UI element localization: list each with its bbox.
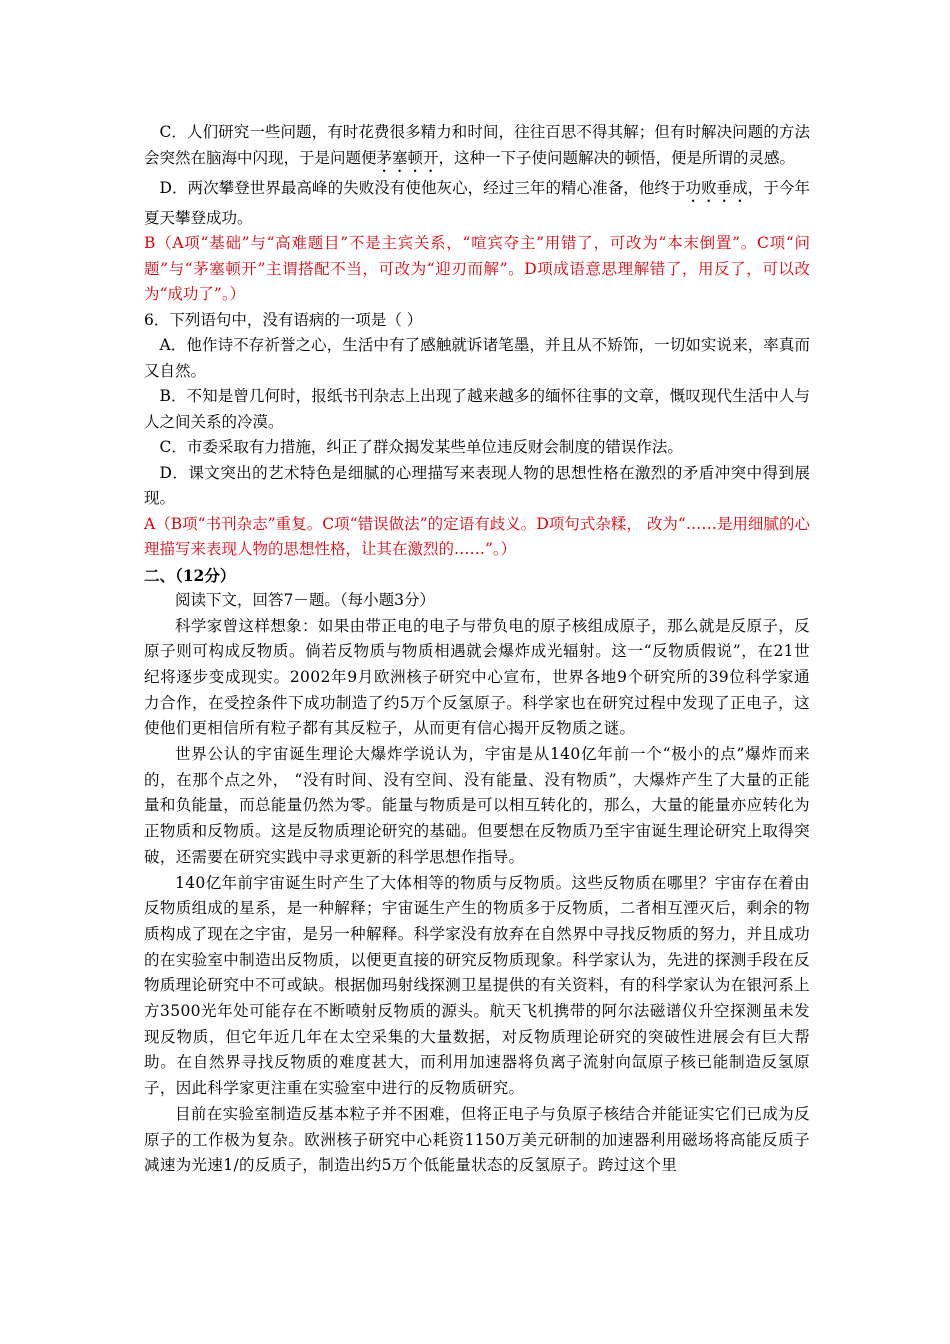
q6-option-b: B．不知是曾几何时，报纸书刊杂志上出现了越来越多的缅怀往事的文章，慨叹现代生活中人与人之间关系的冷漠。 xyxy=(144,387,810,431)
q6-option-d: D．课文突出的艺术特色是细腻的心理描写来表现人物的思想性格在激烈的矛盾冲突中得到展现。 xyxy=(144,463,810,507)
passage-paragraph-3: 140亿年前宇宙诞生时产生了大体相等的物质与反物质。这些反物质在哪里？宇宙存在着由反物质组成的星系，是一种解释；宇宙诞生产生的物质多于反物质，二者相互湮灭后，剩余的物质构成了现在之宇宙，是另一种解释。科学家没有放弃在自然界中寻找反物质的努力，并且成功的在实验室中制造出反物质，以便更直接的研究反物质现象。科学家认为，先进的探测手段在反物质理论研究中不可或缺。根据伽玛射线探测卫星提供的有关资料，有的科学家认为在银河系上方3500光年处可能存在不断喷射反物质的源头。航天飞机携带的阿尔法磁谱仪升空探测虽未发现反物质，但它年近几年在太空采集的大量数据，对反物质理论研究的突破性进展会有巨大帮助。在自然界寻找反物质的难度甚大，而利用加速器将负离子流射向氙原子核已能制造反氢原子，因此科学家更注重在实验室中进行的反物质研究。 xyxy=(144,873,810,1098)
section-heading: 二、（12分） xyxy=(144,565,236,585)
reading-instruction: 阅读下文，回答7－题。（每小题3分） xyxy=(175,591,435,609)
q5-option-d-text-1: D．两次攀登世界最高峰的失败没有使他灰心，经过三年的精心准备，他终于 xyxy=(159,178,686,197)
q5-answer: B（A项“基础”与“高难题目”不是主宾关系，“喧宾夺主”用错了，可改为“本末倒置”。C项“问题”与“茅塞顿开”主谓搭配不当，可改为“迎刃而解”。D项成语意思理解错了，用反了，可以改为“成功了”。） xyxy=(144,234,810,303)
q5-option-d-idiom: 功败垂成 xyxy=(685,178,748,197)
passage-paragraph-2: 世界公认的宇宙诞生理论大爆炸学说认为，宇宙是从140亿年前一个“极小的点”爆炸而来的，在那个点之外， “没有时间、没有空间、没有能量、没有物质”，大爆炸产生了大量的正能量和负能量，而总能量仍然为零。能量与物质是可以相互转化的，那么，大量的能量亦应转化为正物质和反物质。这是反物质理论研究的基础。但要想在反物质乃至宇宙诞生理论研究上取得突破，还需要在研究实践中寻求更新的科学思想作指导。 xyxy=(144,745,810,866)
q5-option-d-text-2: ，于今年夏天攀登成功。 xyxy=(144,178,810,227)
document-page xyxy=(144,120,810,1179)
passage-paragraph-1: 科学家曾这样想象：如果由带正电的电子与带负电的原子核组成原子，那么就是反原子，反原子则可构成反物质。倘若反物质与物质相遇就会爆炸成光辐射。这一“反物质假说”，在21世纪将逐步变成现实。2002年9月欧洲核子研究中心宣布，世界各地9个研究所的39位科学家通力合作，在受控条件下成功制造了约5万个反氢原子。科学家也在研究过程中发现了正电子，这使他们更相信所有粒子都有其反粒子，从而更有信心揭开反物质之谜。 xyxy=(144,616,810,738)
passage-paragraph-4: 目前在实验室制造反基本粒子并不困难，但将正电子与负原子核结合并能证实它们已成为反原子的工作极为复杂。欧洲核子研究中心耗资1150万美元研制的加速器利用磁场将高能反质子减速为光速1/的反质子，制造出约5万个低能量状态的反氢原子。跨过这个里 xyxy=(144,1104,810,1175)
q6-option-a: A．他作诗不存祈誉之心，生活中有了感触就诉诸笔墨，并且从不矫饰，一切如实说来，率真而又自然。 xyxy=(144,336,810,380)
q6-stem: 6．下列语句中，没有语病的一项是（ ） xyxy=(144,310,423,329)
q5-option-d xyxy=(144,176,810,232)
q6-option-c: C．市委采取有力措施，纠正了群众揭发某些单位违反财会制度的错误作法。 xyxy=(159,438,683,456)
q5-option-c-idiom: 茅塞顿开 xyxy=(376,148,439,167)
q5-option-c-text-1: C．人们研究一些问题，有时花费很多精力和时间，往往百思不得其解；但有时解决问题的方法会突然在脑海中闪现，于是问题便 xyxy=(144,123,810,167)
q5-option-c xyxy=(144,120,810,176)
q6-answer: A（B项“书刊杂志”重复。C项“错误做法”的定语有歧义。D项句式杂糅， 改为“……是用细腻的心理描写来表现人物的思想性格，让其在激烈的……”。） xyxy=(144,514,810,558)
reading-passage xyxy=(144,614,810,1179)
q5-option-c-text-2: ，这种一下子使问题解决的顿悟，便是所谓的灵感。 xyxy=(438,148,796,167)
